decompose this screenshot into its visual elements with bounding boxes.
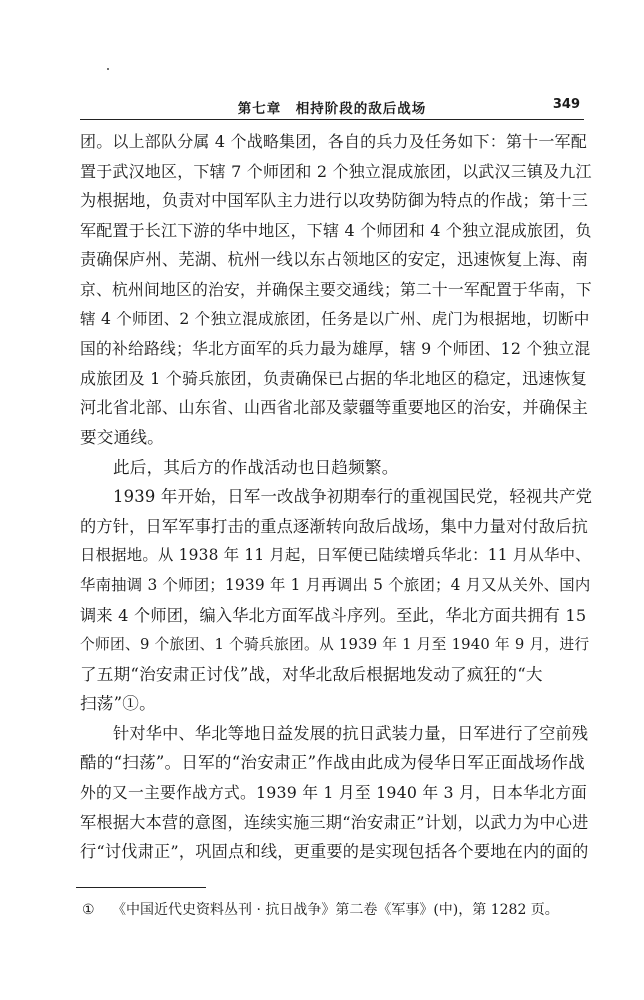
text-line: 1939 年开始，日军一改战争初期奉行的重视国民党，轻视共产党 — [113, 487, 593, 507]
footnote-divider — [76, 887, 206, 888]
page-number: 349 — [552, 97, 580, 112]
chapter-title: 第七章 相持阶段的敌后战场 — [237, 101, 427, 117]
text-line: 华南抽调 3 个师团；1939 年 1 月再调出 5 个旅团；4 月又从关外、国内 — [80, 575, 591, 594]
footnote-text: 《中国近代史资料丛刊 · 抗日战争》第二卷《军事》(中)，第 1282 页。 — [112, 902, 559, 918]
text-line: 军根据大本营的意图，连续实施三期“治安肃正”计划，以武力为中心进 — [80, 812, 589, 832]
text-line: 个师团、9 个旅团、1 个骑兵旅团。从 1939 年 1 月至 1940 年 9 月，进行 — [80, 636, 590, 654]
text-line: 为根据地，负责对中国军队主力进行以攻势防御为特点的作战；第十三 — [80, 191, 589, 211]
text-line: 京、杭州间地区的治安，并确保主要交通线；第二十一军配置于华南，下 — [80, 279, 592, 299]
text-line: 要交通线。 — [80, 427, 164, 447]
text-line: 针对华中、华北等地日益发展的抗日武装力量，日军进行了空前残 — [113, 723, 589, 743]
scan-speck — [107, 68, 109, 70]
footnote-marker: ① — [82, 902, 95, 918]
text-line: 辖 4 个师团、2 个独立混成旅团，任务是以广州、虎门为根据地，切断中 — [80, 309, 590, 328]
text-line: 了五期“治安肃正讨伐”战，对华北敌后根据地发动了疯狂的“大 — [80, 664, 543, 684]
text-line: 河北省北部、山东省、山西省北部及蒙疆等重要地区的治安，并确保主 — [80, 398, 589, 418]
text-line: 置于武汉地区，下辖 7 个师团和 2 个独立混成旅团，以武汉三镇及九江 — [80, 161, 592, 181]
footnote — [82, 900, 592, 920]
text-line: 军配置于长江下游的华中地区，下辖 4 个师团和 4 个独立混成旅团，负 — [80, 220, 592, 240]
text-line: 扫荡”①。 — [80, 694, 156, 714]
text-line: 成旅团及 1 个骑兵旅团，负责确保已占据的华北地区的稳定，迅速恢复 — [80, 368, 587, 388]
text-line: 国的补给路线；华北方面军的兵力最为雄厚，辖 9 个师团、12 个独立混 — [80, 339, 591, 359]
text-line: 外的又一主要作战方式。1939 年 1 月至 1940 年 3 月，日本华北方面 — [80, 783, 587, 803]
text-line: 调来 4 个师团，编入华北方面军战斗序列。至此，华北方面共拥有 15 — [80, 605, 587, 625]
text-line: 责确保庐州、芜湖、杭州一线以东占领地区的安定，迅速恢复上海、南 — [80, 250, 589, 270]
text-line: 的方针，日军军事打击的重点逐渐转向敌后战场，集中力量对付敌后抗 — [80, 516, 589, 536]
text-line: 行“讨伐肃正”，巩固点和线，更重要的是实现包括各个要地在内的面的 — [80, 842, 589, 862]
text-line: 此后，其后方的作战活动也日趋频繁。 — [113, 457, 399, 477]
text-line: 日根据地。从 1938 年 11 月起，日军便已陆续增兵华北：11 月从华中、 — [80, 546, 591, 565]
text-line: 酷的“扫荡”。日军的“治安肃正”作战由此成为侵华日军正面战场作战 — [80, 753, 585, 773]
body-text — [80, 127, 592, 867]
text-line: 团。以上部队分属 4 个战略集团，各自的兵力及任务如下：第十一军配 — [80, 132, 587, 151]
running-header — [80, 95, 584, 120]
